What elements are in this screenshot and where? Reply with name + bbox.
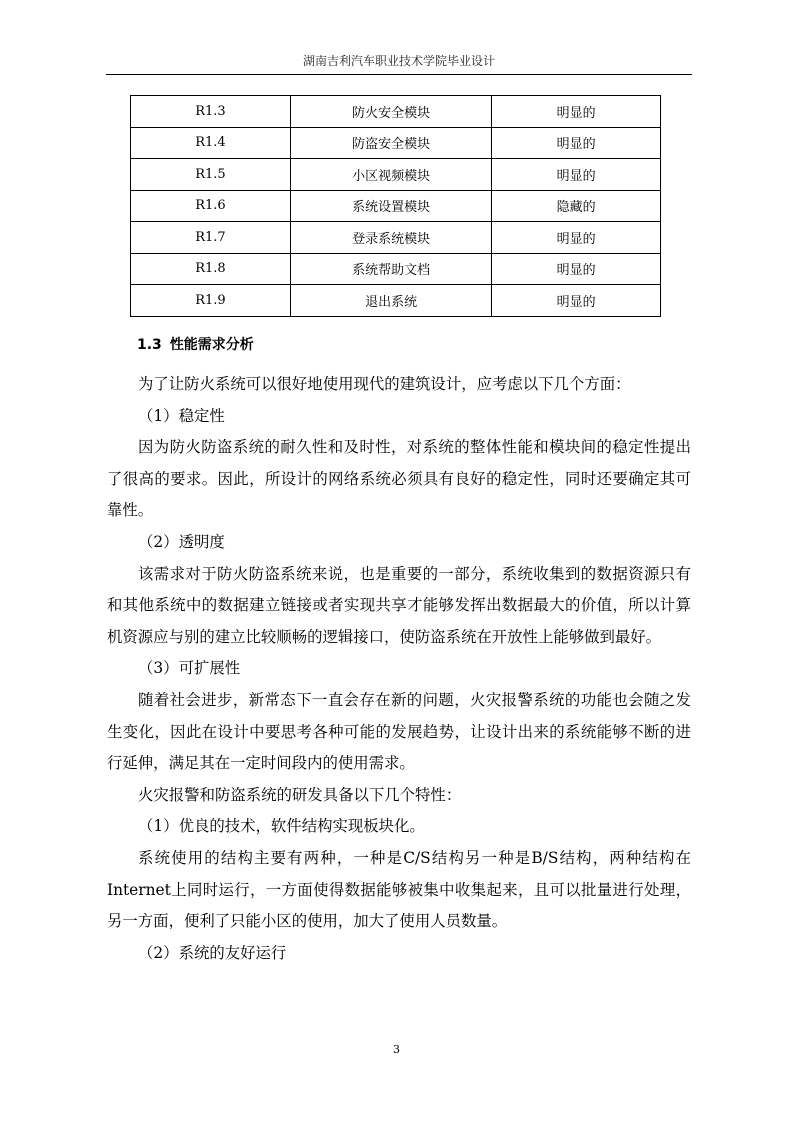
visibility-cell: 明显的 xyxy=(492,127,661,159)
table-row xyxy=(131,285,661,317)
table-row xyxy=(131,159,661,191)
req-id-cell: R1.6 xyxy=(131,190,291,222)
paragraph: 为了让防火系统可以很好地使用现代的建筑设计，应考虑以下几个方面： xyxy=(138,375,631,393)
req-id-cell: R1.7 xyxy=(131,222,291,254)
paragraph: （1）稳定性 xyxy=(138,406,225,425)
module-cell: 系统帮助文档 xyxy=(290,253,491,285)
page-header: 湖南吉利汽车职业技术学院毕业设计 xyxy=(302,54,495,68)
module-cell: 登录系统模块 xyxy=(290,222,491,254)
module-cell: 防盗安全模块 xyxy=(290,127,491,159)
paragraph: 该需求对于防火防盗系统来说，也是重要的一部分，系统收集到的数据资源只有和其他系统中的数据建立链接或者实现共享才能够发挥出数据最大的价值，所以计算机资源应与别的建立比较顺畅的逻辑接口，使防盗系统在开放性上能够做到最好。 xyxy=(107,564,691,646)
header-rule xyxy=(106,74,692,75)
paragraph: （2）系统的友好运行 xyxy=(138,943,287,962)
page-number: 3 xyxy=(393,1043,400,1056)
visibility-cell: 明显的 xyxy=(492,222,661,254)
visibility-cell: 隐藏的 xyxy=(492,190,661,222)
paragraph: （1）优良的技术，软件结构实现板块化。 xyxy=(138,817,425,836)
table-row xyxy=(131,253,661,285)
paragraph: 系统使用的结构主要有两种，一种是C/S结构另一种是B/S结构，两种结构在Internet上同时运行，一方面使得数据能够被集中收集起来，且可以批量进行处理，另一方面，便利了只能小区的使用，加大了使用人员数量。 xyxy=(107,848,691,931)
module-cell: 退出系统 xyxy=(290,285,491,317)
paragraph: 随着社会进步，新常态下一直会存在新的问题，火灾报警系统的功能也会随之发生变化，因此在设计中要思考各种可能的发展趋势，让设计出来的系统能够不断的进行延伸，满足其在一定时间段内的使用需求。 xyxy=(107,690,691,773)
req-id-cell: R1.4 xyxy=(131,127,291,159)
table-row xyxy=(131,222,661,254)
module-cell: 系统设置模块 xyxy=(290,190,491,222)
paragraph: （2）透明度 xyxy=(138,532,225,551)
table-row xyxy=(131,190,661,222)
table-row xyxy=(131,127,661,159)
section-heading xyxy=(137,334,254,356)
visibility-cell: 明显的 xyxy=(492,96,661,128)
visibility-cell: 明显的 xyxy=(492,253,661,285)
paragraph: 因为防火防盗系统的耐久性和及时性，对系统的整体性能和模块间的稳定性提出了很高的要求。因此，所设计的网络系统必须具有良好的稳定性，同时还要确定其可靠性。 xyxy=(107,438,691,520)
paragraph: （3）可扩展性 xyxy=(138,659,241,678)
visibility-cell: 明显的 xyxy=(492,159,661,191)
paragraph: 火灾报警和防盗系统的研发具备以下几个特性： xyxy=(138,785,462,804)
req-id-cell: R1.8 xyxy=(131,253,291,285)
body-text xyxy=(107,369,691,969)
req-id-cell: R1.3 xyxy=(131,96,291,128)
requirements-table xyxy=(130,95,661,317)
section-number: 1.3 xyxy=(137,337,162,353)
table-row xyxy=(131,96,661,128)
module-cell: 小区视频模块 xyxy=(290,159,491,191)
req-id-cell: R1.5 xyxy=(131,159,291,191)
module-cell: 防火安全模块 xyxy=(290,96,491,128)
section-title: 性能需求分析 xyxy=(169,337,254,353)
visibility-cell: 明显的 xyxy=(492,285,661,317)
req-id-cell: R1.9 xyxy=(131,285,291,317)
